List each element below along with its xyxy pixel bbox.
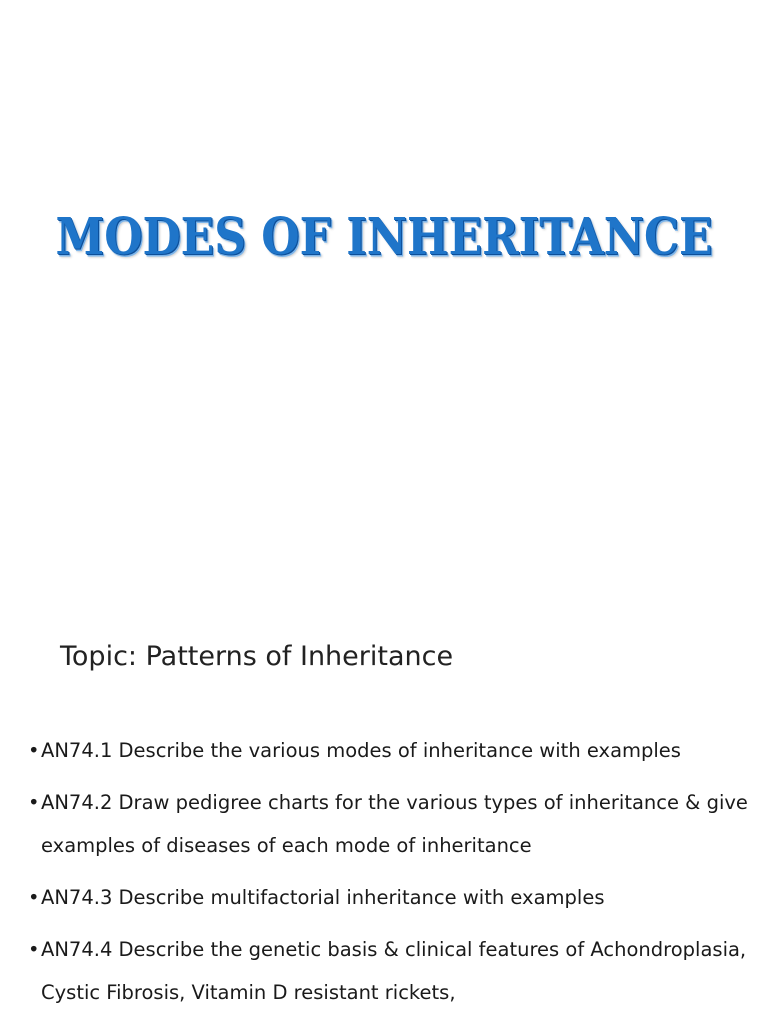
topic-heading: Topic: Patterns of Inheritance — [60, 641, 454, 672]
bullet-icon: • — [28, 886, 40, 909]
bullet-icon: • — [28, 739, 40, 762]
objective-text: AN74.4 Describe the genetic basis & clinical features of Achondroplasia, Cystic Fibrosis, Vitamin D resistant rickets, — [41, 938, 747, 1004]
list-item — [28, 729, 758, 772]
objective-text: AN74.2 Draw pedigree charts for the various types of inheritance & give examples of diseases of each mode of inheritance — [41, 791, 748, 857]
objective-text: AN74.1 Describe the various modes of inheritance with examples — [41, 739, 681, 762]
objective-text: AN74.3 Describe multifactorial inheritance with examples — [41, 886, 605, 909]
bullet-icon: • — [28, 938, 40, 961]
list-item — [28, 928, 758, 1014]
list-item — [28, 876, 758, 919]
objectives-list — [28, 729, 758, 1023]
bullet-icon: • — [28, 791, 40, 814]
list-item — [28, 781, 758, 867]
slide-title: MODES OF INHERITANCE — [55, 208, 713, 267]
